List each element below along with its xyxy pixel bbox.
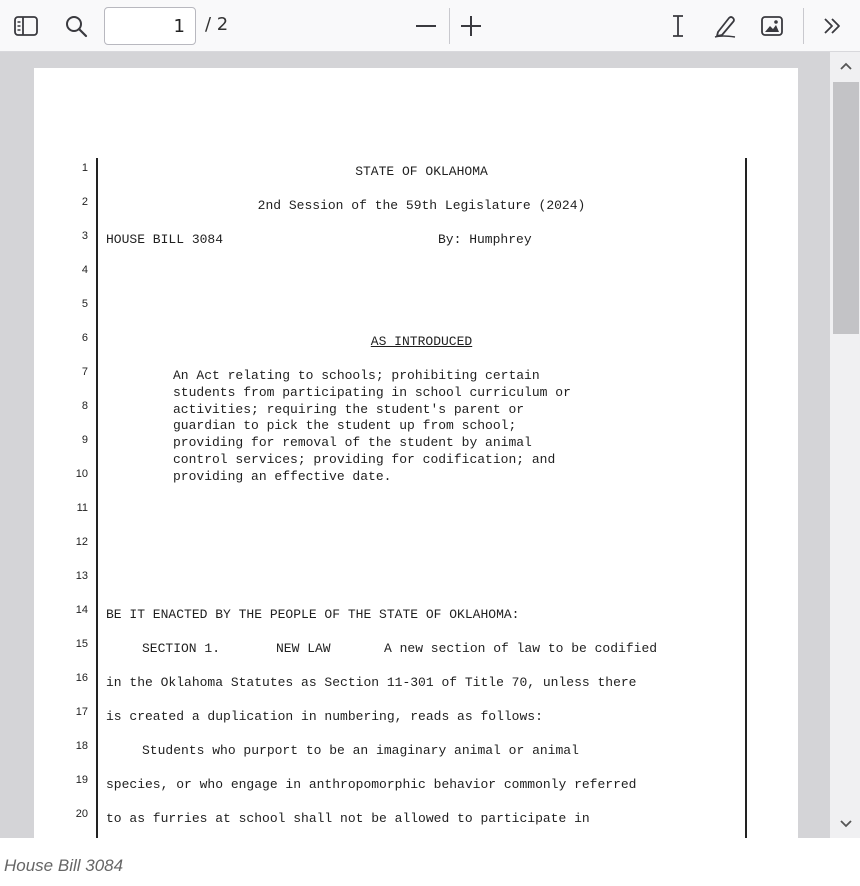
sidebar-toggle-icon[interactable] xyxy=(10,10,42,42)
search-icon[interactable] xyxy=(60,10,92,42)
line-number: 10 xyxy=(75,468,88,480)
bill-author: By: Humphrey xyxy=(438,232,532,247)
line-number: 4 xyxy=(81,264,88,276)
document-caption: House Bill 3084 xyxy=(4,856,124,875)
line-number: 5 xyxy=(81,298,88,310)
enacting-clause: BE IT ENACTED BY THE PEOPLE OF THE STATE OF OKLAHOMA: xyxy=(106,607,520,622)
abstract-line: guardian to pick the student up from school; xyxy=(173,418,517,434)
session-heading: 2nd Session of the 59th Legislature (2024) xyxy=(257,198,586,213)
text-cursor-icon[interactable] xyxy=(662,10,694,42)
line-number: 8 xyxy=(81,400,88,412)
scrollbar-thumb[interactable] xyxy=(833,82,859,334)
image-icon[interactable] xyxy=(756,10,788,42)
abstract-line: providing an effective date. xyxy=(173,468,392,484)
abstract-line: control services; providing for codification; and xyxy=(173,451,556,467)
body-line: to as furries at school shall not be allowed to participate in xyxy=(106,811,590,826)
line-number: 6 xyxy=(81,332,88,344)
line-number: 17 xyxy=(75,706,88,718)
pdf-page xyxy=(34,68,798,838)
section-type: NEW LAW xyxy=(276,641,331,656)
abstract-line: An Act relating to schools; prohibiting certain xyxy=(173,368,540,383)
document-viewer[interactable] xyxy=(0,52,860,838)
line-number: 7 xyxy=(81,366,88,378)
line-number: 3 xyxy=(81,230,88,242)
bill-abstract xyxy=(173,368,693,486)
zoom-in-icon[interactable] xyxy=(455,10,487,42)
right-margin-rule xyxy=(745,158,747,838)
section-intro: A new section of law to be codified xyxy=(384,641,658,656)
scroll-up-icon[interactable] xyxy=(833,54,859,78)
section-label: SECTION 1. xyxy=(142,641,221,656)
line-number: 2 xyxy=(81,196,88,208)
zoom-out-icon[interactable] xyxy=(410,10,442,42)
toolbar-divider xyxy=(803,8,804,44)
line-number: 14 xyxy=(75,604,88,616)
left-margin-rule xyxy=(96,158,98,838)
body-line: is created a duplication in numbering, reads as follows: xyxy=(106,709,543,724)
bill-status: AS INTRODUCED xyxy=(370,334,473,349)
body-line: in the Oklahoma Statutes as Section 11-301 of Title 70, unless there xyxy=(106,675,637,690)
bill-number: HOUSE BILL 3084 xyxy=(106,232,224,247)
line-number: 12 xyxy=(75,536,88,548)
line-number: 15 xyxy=(75,638,88,650)
zoom-divider xyxy=(449,8,450,44)
pen-icon[interactable] xyxy=(709,10,741,42)
line-number: 18 xyxy=(75,740,88,752)
more-tools-icon[interactable] xyxy=(816,10,848,42)
body-line: species, or who engage in anthropomorphic behavior commonly referred xyxy=(106,777,637,792)
line-number: 16 xyxy=(75,672,88,684)
scroll-down-icon[interactable] xyxy=(833,812,859,836)
pdf-toolbar xyxy=(0,0,860,52)
line-number: 20 xyxy=(75,808,88,820)
abstract-line: providing for removal of the student by animal xyxy=(173,435,532,451)
line-number: 11 xyxy=(76,502,88,514)
line-number: 1 xyxy=(81,162,88,174)
page-total: / 2 xyxy=(205,14,229,35)
line-number: 9 xyxy=(81,434,88,446)
abstract-line: activities; requiring the student's parent or xyxy=(173,401,525,417)
line-number: 19 xyxy=(75,774,88,786)
state-heading: STATE OF OKLAHOMA xyxy=(355,164,488,179)
line-number: 13 xyxy=(75,570,88,582)
page-number-input[interactable] xyxy=(104,7,196,45)
body-line: Students who purport to be an imaginary animal or animal xyxy=(142,743,579,758)
abstract-line: students from participating in school curriculum or xyxy=(173,384,571,400)
